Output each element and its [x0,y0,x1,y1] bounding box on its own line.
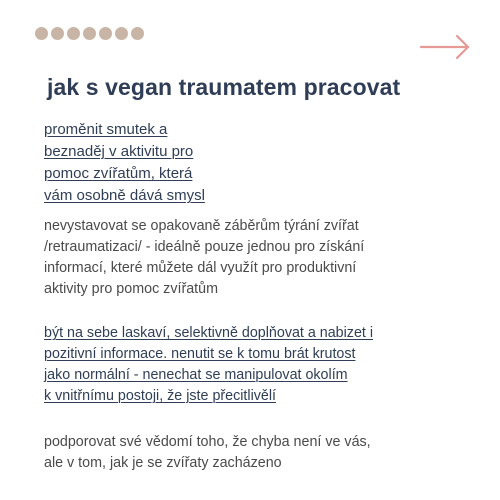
text-line: vám osobně dává smysl [44,187,205,204]
dot-icon [35,27,48,40]
text-line: jako normální - nenechat se manipulovat okolím [44,367,348,383]
text-line: beznaděj v aktivitu pro [44,143,194,160]
dot-icon [51,27,64,40]
text-line: nevystavovat se opakovaně záběrům týrání zvířat [44,218,359,234]
dot-icon [83,27,96,40]
text-line: k vnitřnímu postoji, že jste přecitlivělí [44,388,277,404]
content [44,119,470,474]
decorative-dots [35,27,144,40]
right-arrow-icon [420,33,472,61]
page-title: jak s vegan traumatem pracovat [47,74,401,100]
text-line: podporovat své vědomí toho, že chyba není ve vás, [44,434,371,450]
text-line: proměnit smutek a [44,121,168,138]
text-line: pozitivní informace. nenutit se k tomu brát krutost [44,346,356,362]
dot-icon [115,27,128,40]
section-2 [44,216,470,300]
section-3 [44,323,470,407]
text-line: /retraumatizaci/ - ideálně pouze jednou pro získání [44,239,365,255]
text-line: informací, které můžete dál využít pro produktivní [44,260,357,276]
dot-icon [67,27,80,40]
section-4 [44,432,470,474]
text-line: být na sebe laskaví, selektivně doplňovat a nabizet i [44,325,374,341]
text-line: pomoc zvířatům, která [44,165,193,182]
dot-icon [131,27,144,40]
section-1 [44,119,470,207]
text-line: aktivity pro pomoc zvířatům [44,281,218,297]
text-line: ale v tom, jak je se zvířaty zacházeno [44,455,282,471]
dot-icon [99,27,112,40]
